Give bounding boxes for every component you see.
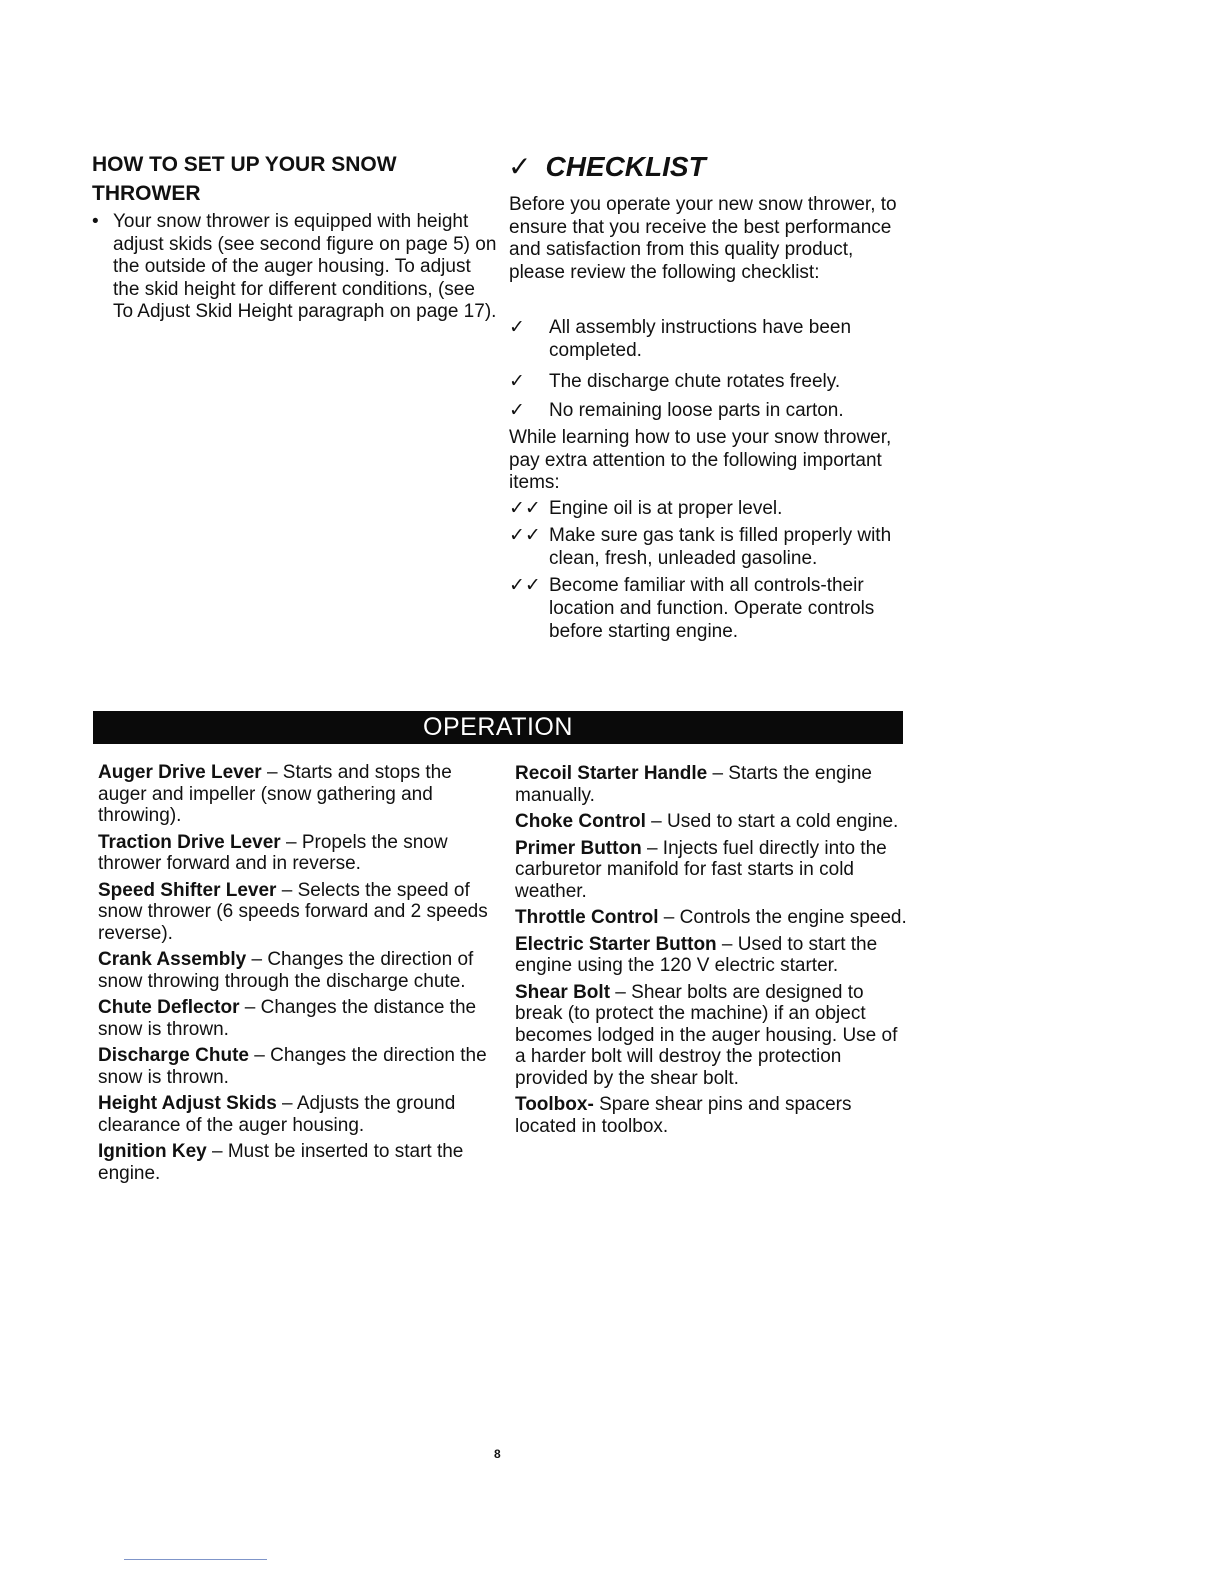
control-description [515,763,910,806]
control-description [98,880,498,945]
operation-left-column [98,762,498,1189]
control-term: Recoil Starter Handle [515,763,708,784]
control-description [515,982,910,1090]
control-description [515,838,910,903]
checkmark-icon: ✓ [508,151,532,182]
control-term: Ignition Key [98,1141,207,1162]
control-desc: Spare shear pins and spacers located in toolbox. [515,1094,852,1137]
page-number: 8 [494,1447,501,1461]
bullet-icon: • [92,211,99,232]
checklist-item-text: All assembly instructions have been completed. [549,317,852,361]
important-item-text: Make sure gas tank is filled properly with clean, fresh, unleaded gasoline. [549,525,892,569]
control-desc: – Selects the speed of snow thrower (6 speeds forward and 2 speeds reverse). [98,879,488,944]
control-desc: – Changes the direction of snow throwing through the discharge chute. [98,949,474,992]
control-desc: – Used to start the engine using the 120 V electric starter. [515,933,878,976]
control-description [515,907,910,929]
setup-heading: HOW TO SET UP YOUR SNOW THROWER [92,153,397,205]
control-desc: – Controls the engine speed. [658,907,907,928]
double-checkmark-icon: ✓✓ [509,525,541,546]
learning-intro: While learning how to use your snow thrower, pay extra attention to the following important items: [509,427,892,493]
control-term: Discharge Chute [98,1045,249,1066]
control-description [515,1094,910,1137]
footer-divider [124,1559,267,1560]
control-term: Crank Assembly [98,949,247,970]
control-term: Electric Starter Button [515,933,717,955]
checklist-item-text: The discharge chute rotates freely. [549,371,841,392]
important-item [509,574,909,643]
checklist-intro: Before you operate your new snow thrower, to ensure that you receive the best performance and satisfaction from this quality product, please review the following checklist: [509,194,897,283]
checklist-title-text: CHECKLIST [545,151,706,182]
control-description [515,811,910,833]
control-term: Toolbox- [515,1094,594,1115]
control-desc: – Starts the engine manually. [515,763,872,806]
control-term: Shear Bolt [515,981,611,1003]
control-term: Throttle Control [515,907,659,928]
operation-title: OPERATION [423,713,573,741]
control-description [515,934,910,977]
double-checkmark-icon: ✓✓ [509,575,541,596]
important-item [509,497,909,520]
checklist-item [509,316,909,362]
control-desc: – Starts and stops the auger and impeller (snow gathering and throwing). [98,762,452,826]
control-desc: – Shear bolts are designed to break (to protect the machine) if an object becomes lodged in the auger housing. Use of a harder bolt will destroy the protection provided by the shear bolt. [515,981,898,1089]
important-item [509,524,909,570]
checkmark-icon: ✓ [509,371,525,392]
control-term: Traction Drive Lever [98,831,281,853]
control-desc: – Changes the direction the snow is thrown. [98,1045,487,1088]
operation-banner [93,711,903,744]
control-desc: – Propels the snow thrower forward and in reverse. [98,831,448,874]
control-term: Height Adjust Skids [98,1093,277,1114]
checkmark-icon: ✓ [509,400,525,421]
control-term: Primer Button [515,837,642,859]
control-desc: – Changes the distance the snow is thrown. [98,997,477,1040]
double-checkmark-icon: ✓✓ [509,498,541,519]
checklist-item [509,370,909,393]
list-item [92,211,497,324]
control-description [98,1141,498,1184]
important-item-text: Engine oil is at proper level. [549,498,783,519]
control-description [98,949,498,992]
control-desc: – Injects fuel directly into the carburetor manifold for fast starts in cold weather. [515,837,887,902]
checklist-item [509,399,909,422]
control-term: Auger Drive Lever [98,762,262,783]
checklist-item-text: No remaining loose parts in carton. [549,400,844,421]
control-term: Chute Deflector [98,997,240,1018]
checklist-heading [508,150,706,184]
checkmark-icon: ✓ [509,317,525,338]
important-item-text: Become familiar with all controls-their location and function. Operate controls before starting engine. [549,575,875,642]
control-term: Speed Shifter Lever [98,879,277,901]
setup-item-text: Your snow thrower is equipped with height adjust skids (see second figure on page 5) on the outside of the auger housing. To adjust the skid height for different conditions, (see To Adjust Skid Height paragraph on page 17). [113,211,497,322]
control-description [98,997,498,1040]
control-term: Choke Control [515,811,646,832]
operation-right-column [515,763,910,1142]
setup-list [92,211,497,324]
control-desc: – Used to start a cold engine. [645,811,899,832]
control-description [98,1093,498,1136]
control-description [98,1045,498,1088]
control-desc: – Adjusts the ground clearance of the auger housing. [98,1093,456,1136]
control-description [98,762,498,827]
control-desc: – Must be inserted to start the engine. [98,1141,464,1184]
control-description [98,832,498,875]
